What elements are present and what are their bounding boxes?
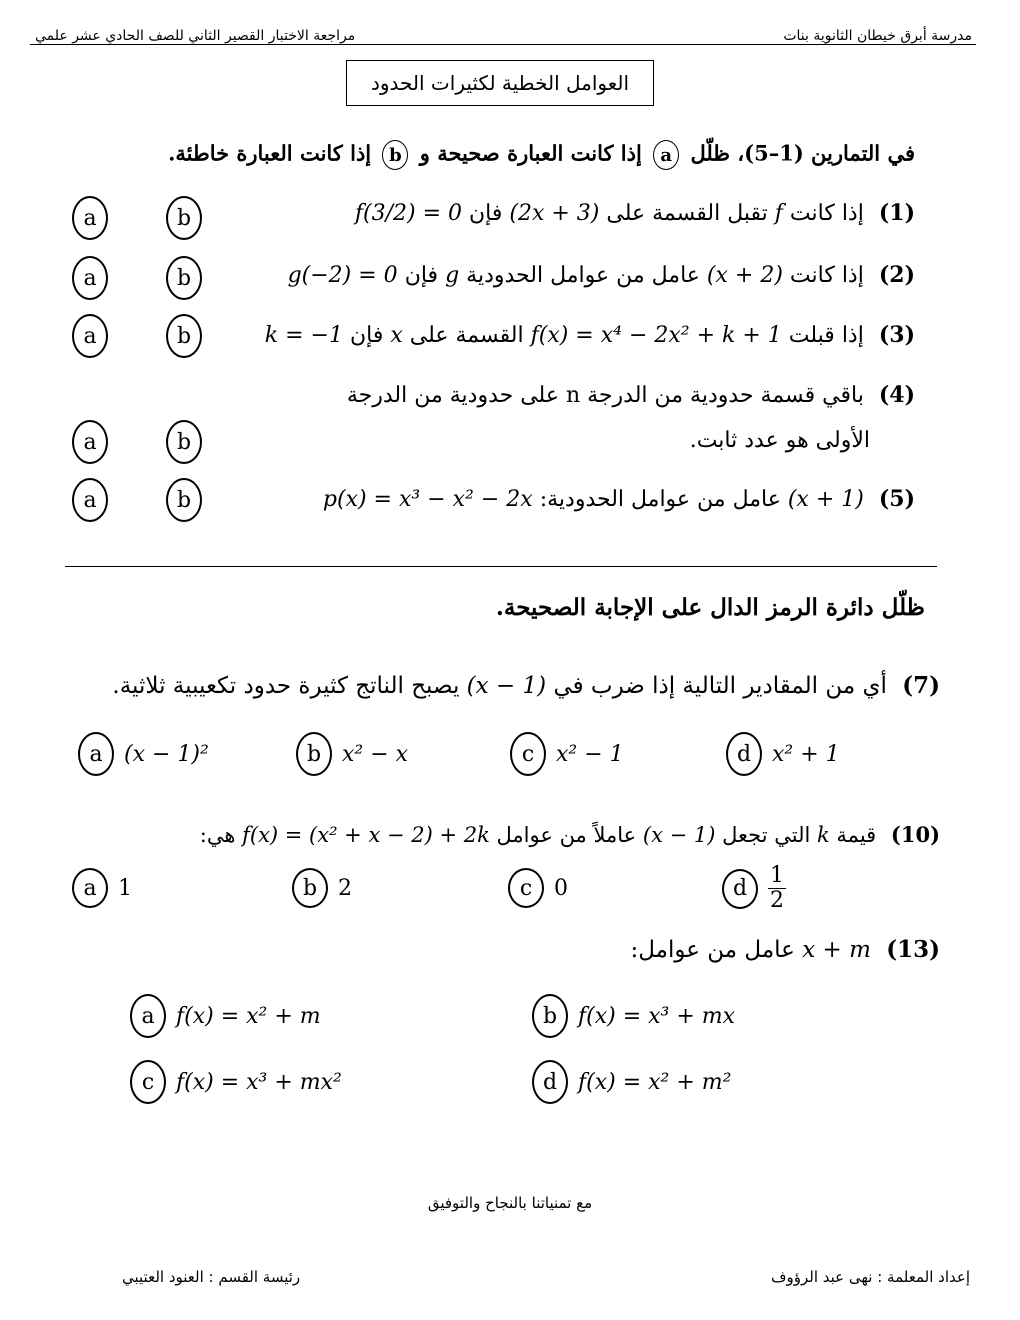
mc-question-7 <box>112 672 940 699</box>
question-text: فإن <box>404 263 439 288</box>
q10-option-b[interactable] <box>292 868 352 908</box>
question-number: (7) <box>902 672 940 699</box>
question-text: يصبح الناتج كثيرة حدود تكعيبية ثلاثية. <box>112 673 460 699</box>
question-text: فإن <box>349 323 384 348</box>
math-expression: f(x) = x⁴ − 2x² + k + 1 <box>530 323 782 348</box>
math-expression: (x − 1) <box>466 673 547 699</box>
tf-question-4-line2 <box>690 428 870 453</box>
question-number: (2) <box>878 262 915 288</box>
math-expression: x <box>390 323 403 348</box>
option-value: 2 <box>338 875 352 901</box>
question-text: عامل من عوامل الحدودية <box>466 263 700 288</box>
tf-instruction-part1: في التمارين (1–5)، ظلّل <box>690 140 915 166</box>
question-number: (13) <box>886 936 940 963</box>
exam-subject: مراجعة الاختبار القصير الثاني للصف الحادي عشر علمي <box>35 28 356 44</box>
option-letter[interactable]: c <box>508 868 544 908</box>
answer-a-q5[interactable]: a <box>72 478 108 522</box>
teacher-name: إعداد المعلمة : نهى عبد الرؤوف <box>770 1268 970 1286</box>
mc-question-10 <box>200 822 940 847</box>
option-value: f(x) = x² + m <box>176 1003 321 1029</box>
question-text: إذا كانت <box>789 201 864 226</box>
question-text: تقبل القسمة على <box>606 201 768 226</box>
tf-question-3 <box>265 322 915 348</box>
mc-question-13 <box>630 936 940 963</box>
option-value: (x − 1)² <box>124 741 209 767</box>
option-value: x² − 1 <box>556 741 624 767</box>
question-text: الأولى هو عدد ثابت. <box>689 428 870 453</box>
answer-a-q3[interactable]: a <box>72 314 108 358</box>
option-value: f(x) = x² + m² <box>578 1069 732 1095</box>
answer-b-q1[interactable]: b <box>166 196 202 240</box>
question-number: (1) <box>878 200 915 226</box>
q10-option-d[interactable] <box>722 864 786 913</box>
option-letter[interactable]: a <box>130 994 166 1038</box>
question-text: باقي قسمة حدودية من الدرجة n على حدودية من الدرجة <box>346 383 864 408</box>
math-expression: (2x + 3) <box>509 201 600 226</box>
option-letter[interactable]: c <box>130 1060 166 1104</box>
school-name: مدرسة أبرق خيطان الثانوية بنات <box>783 28 972 44</box>
answer-a-q1[interactable]: a <box>72 196 108 240</box>
q13-option-a[interactable] <box>130 994 321 1038</box>
page-title-text: العوامل الخطية لكثيرات الحدود <box>370 71 630 95</box>
question-text: عامل من عوامل: <box>630 937 795 963</box>
answer-b-q5[interactable]: b <box>166 478 202 522</box>
question-text: إذا قبلت <box>788 323 864 348</box>
question-number: (5) <box>878 486 915 512</box>
math-expression: f <box>774 201 783 226</box>
answer-a-q4[interactable]: a <box>72 420 108 464</box>
math-expression: k = −1 <box>264 323 343 348</box>
option-value: 0 <box>554 875 568 901</box>
tf-question-2 <box>288 262 915 288</box>
answer-b-q4[interactable]: b <box>166 420 202 464</box>
math-expression: (x + 2) <box>706 263 783 288</box>
option-letter[interactable]: c <box>510 732 546 776</box>
letter-a-inline: a <box>653 140 679 170</box>
tf-instruction-part3: إذا كانت العبارة خاطئة. <box>168 140 372 166</box>
mc-instruction: ظلّل دائرة الرمز الدال على الإجابة الصحيحة. <box>495 594 925 621</box>
question-text: إذا كانت <box>789 263 864 288</box>
question-text: التي تجعل <box>722 823 811 847</box>
math-expression: x + m <box>802 937 871 963</box>
q7-option-c[interactable] <box>510 732 624 776</box>
q7-option-b[interactable] <box>296 732 408 776</box>
option-letter[interactable]: d <box>726 732 762 776</box>
option-letter[interactable]: b <box>296 732 332 776</box>
q13-option-c[interactable] <box>130 1060 342 1104</box>
answer-b-q2[interactable]: b <box>166 256 202 300</box>
question-number: (3) <box>878 322 915 348</box>
option-value: x² − x <box>342 741 409 767</box>
q13-option-d[interactable] <box>532 1060 731 1104</box>
math-expression: g(−2) = 0 <box>287 263 398 288</box>
q7-option-d[interactable] <box>726 732 840 776</box>
question-text: فإن <box>469 201 503 226</box>
tf-question-5 <box>323 486 915 512</box>
section-divider <box>65 566 937 567</box>
q7-option-a[interactable] <box>78 732 209 776</box>
question-number: (4) <box>878 382 915 408</box>
option-letter[interactable]: a <box>72 868 108 908</box>
question-text: هي: <box>199 823 236 847</box>
answer-a-q2[interactable]: a <box>72 256 108 300</box>
option-value: f(x) = x³ + mx <box>578 1003 736 1029</box>
math-expression: g <box>445 263 460 288</box>
q10-option-c[interactable] <box>508 868 568 908</box>
option-letter[interactable]: a <box>78 732 114 776</box>
question-text: عامل من عوامل الحدودية: <box>539 487 781 512</box>
option-value: f(x) = x³ + mx² <box>176 1069 342 1095</box>
header-divider <box>30 44 976 45</box>
question-text: عاملاً من عوامل <box>496 823 637 847</box>
option-value: 1 <box>118 875 132 901</box>
tf-question-4 <box>347 382 915 408</box>
question-text: قيمة <box>836 823 877 847</box>
question-text: أي من المقادير التالية إذا ضرب في <box>553 673 887 699</box>
option-value: x² + 1 <box>772 741 840 767</box>
option-letter[interactable]: d <box>722 869 758 909</box>
fraction-numerator: 1 <box>770 863 784 888</box>
option-letter[interactable]: b <box>292 868 328 908</box>
math-expression: p(x) = x³ − x² − 2x <box>322 487 533 512</box>
math-expression: f(x) = (x² + x − 2) + 2k <box>242 823 490 847</box>
answer-b-q3[interactable]: b <box>166 314 202 358</box>
math-expression: (x + 1) <box>787 487 864 512</box>
tf-instruction <box>168 140 915 170</box>
math-expression: f(3/2) = 0 <box>354 201 462 226</box>
option-letter[interactable]: d <box>532 1060 568 1104</box>
option-value-fraction <box>768 864 786 913</box>
letter-b-inline: b <box>382 140 408 170</box>
math-expression: (x − 1) <box>642 823 716 847</box>
question-text: القسمة على <box>409 323 524 348</box>
tf-instruction-part2: إذا كانت العبارة صحيحة و <box>419 140 642 166</box>
q13-option-b[interactable] <box>532 994 735 1038</box>
closing-wish: مع تمنياتنا بالنجاح والتوفيق <box>427 1194 593 1212</box>
department-head: رئيسة القسم : العنود العتيبي <box>122 1268 301 1286</box>
q10-option-a[interactable] <box>72 868 132 908</box>
fraction-denominator: 2 <box>770 888 784 914</box>
question-number: (10) <box>890 822 940 847</box>
page-title <box>346 60 654 106</box>
math-expression: k <box>817 823 830 847</box>
tf-question-1 <box>355 200 915 226</box>
option-letter[interactable]: b <box>532 994 568 1038</box>
